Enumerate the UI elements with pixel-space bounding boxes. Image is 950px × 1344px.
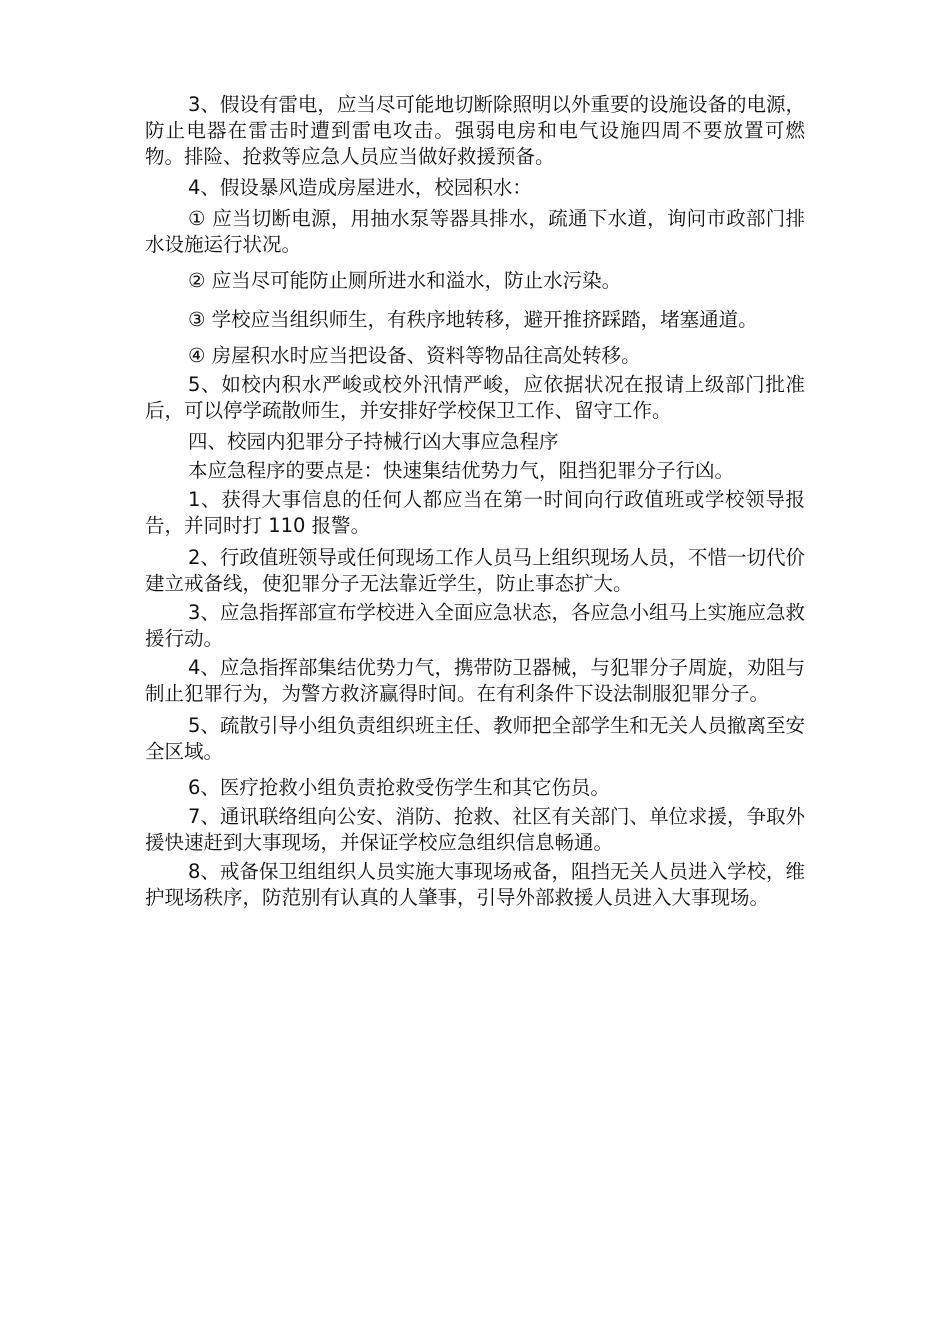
- paragraph-key-points: 本应急程序的要点是：快速集结优势力气，阻挡犯罪分子行凶。: [188, 459, 735, 482]
- paragraph-step-2: 2、行政值班领导或任何现场工作人员马上组织现场人员，不惜一切代价建立戒备线，使犯罪分子无法靠近学生，防止事态扩大。: [145, 546, 805, 595]
- document-page: [145, 92, 805, 911]
- paragraph-flood-item-1: ① 应当切断电源，用抽水泵等器具排水，疏通下水道，询问市政部门排水设施运行状况。: [145, 207, 805, 256]
- paragraph-flood-item-4: ④ 房屋积水时应当把设备、资料等物品往高处转移。: [188, 344, 641, 367]
- paragraph-step-1: 1、获得大事信息的任何人都应当在第一时间向行政值班或学校领导报告，并同时打 110 报警。: [145, 488, 805, 537]
- paragraph-step-7: 7、通讯联络组向公安、消防、抢救、社区有关部门、单位求援，争取外援快速赶到大事现场，并保证学校应急组织信息畅通。: [145, 805, 805, 854]
- paragraph-step-6: 6、医疗抢救小组负责抢救受伤学生和其它伤员。: [188, 776, 610, 799]
- paragraph-step-4: 4、应急指挥部集结优势力气，携带防卫器械，与犯罪分子周旋，劝阻与制止犯罪行为，为警方救济赢得时间。在有利条件下设法制服犯罪分子。: [145, 656, 805, 705]
- paragraph-lightning: 3、假设有雷电，应当尽可能地切断除照明以外重要的设施设备的电源，防止电器在雷击时遭到雷电攻击。强弱电房和电气设施四周不要放置可燃物。排险、抢救等应急人员应当做好救援预备。: [145, 93, 805, 168]
- paragraph-flooding-heading: 4、假设暴风造成房屋进水，校园积水：: [188, 176, 532, 199]
- paragraph-step-8: 8、戒备保卫组组织人员实施大事现场戒备，阻挡无关人员进入学校，维护现场秩序，防范别有认真的人肇事，引导外部救援人员进入大事现场。: [145, 860, 805, 909]
- paragraph-step-5: 5、疏散引导小组负责组织班主任、教师把全部学生和无关人员撤离至安全区域。: [145, 714, 805, 763]
- section-heading-violent-crime: 四、校园内犯罪分子持械行凶大事应急程序: [188, 430, 559, 453]
- paragraph-flood-item-3: ③ 学校应当组织师生，有秩序地转移，避开推挤踩踏，堵塞通道。: [188, 308, 758, 331]
- paragraph-flood-item-2: ② 应当尽可能防止厕所进水和溢水，防止水污染。: [188, 269, 622, 292]
- paragraph-suspend-classes: 5、如校内积水严峻或校外汛情严峻，应依据状况在报请上级部门批准后，可以停学疏散师生，并安排好学校保卫工作、留守工作。: [145, 373, 805, 422]
- paragraph-step-3: 3、应急指挥部宣布学校进入全面应急状态，各应急小组马上实施应急救援行动。: [145, 601, 805, 650]
